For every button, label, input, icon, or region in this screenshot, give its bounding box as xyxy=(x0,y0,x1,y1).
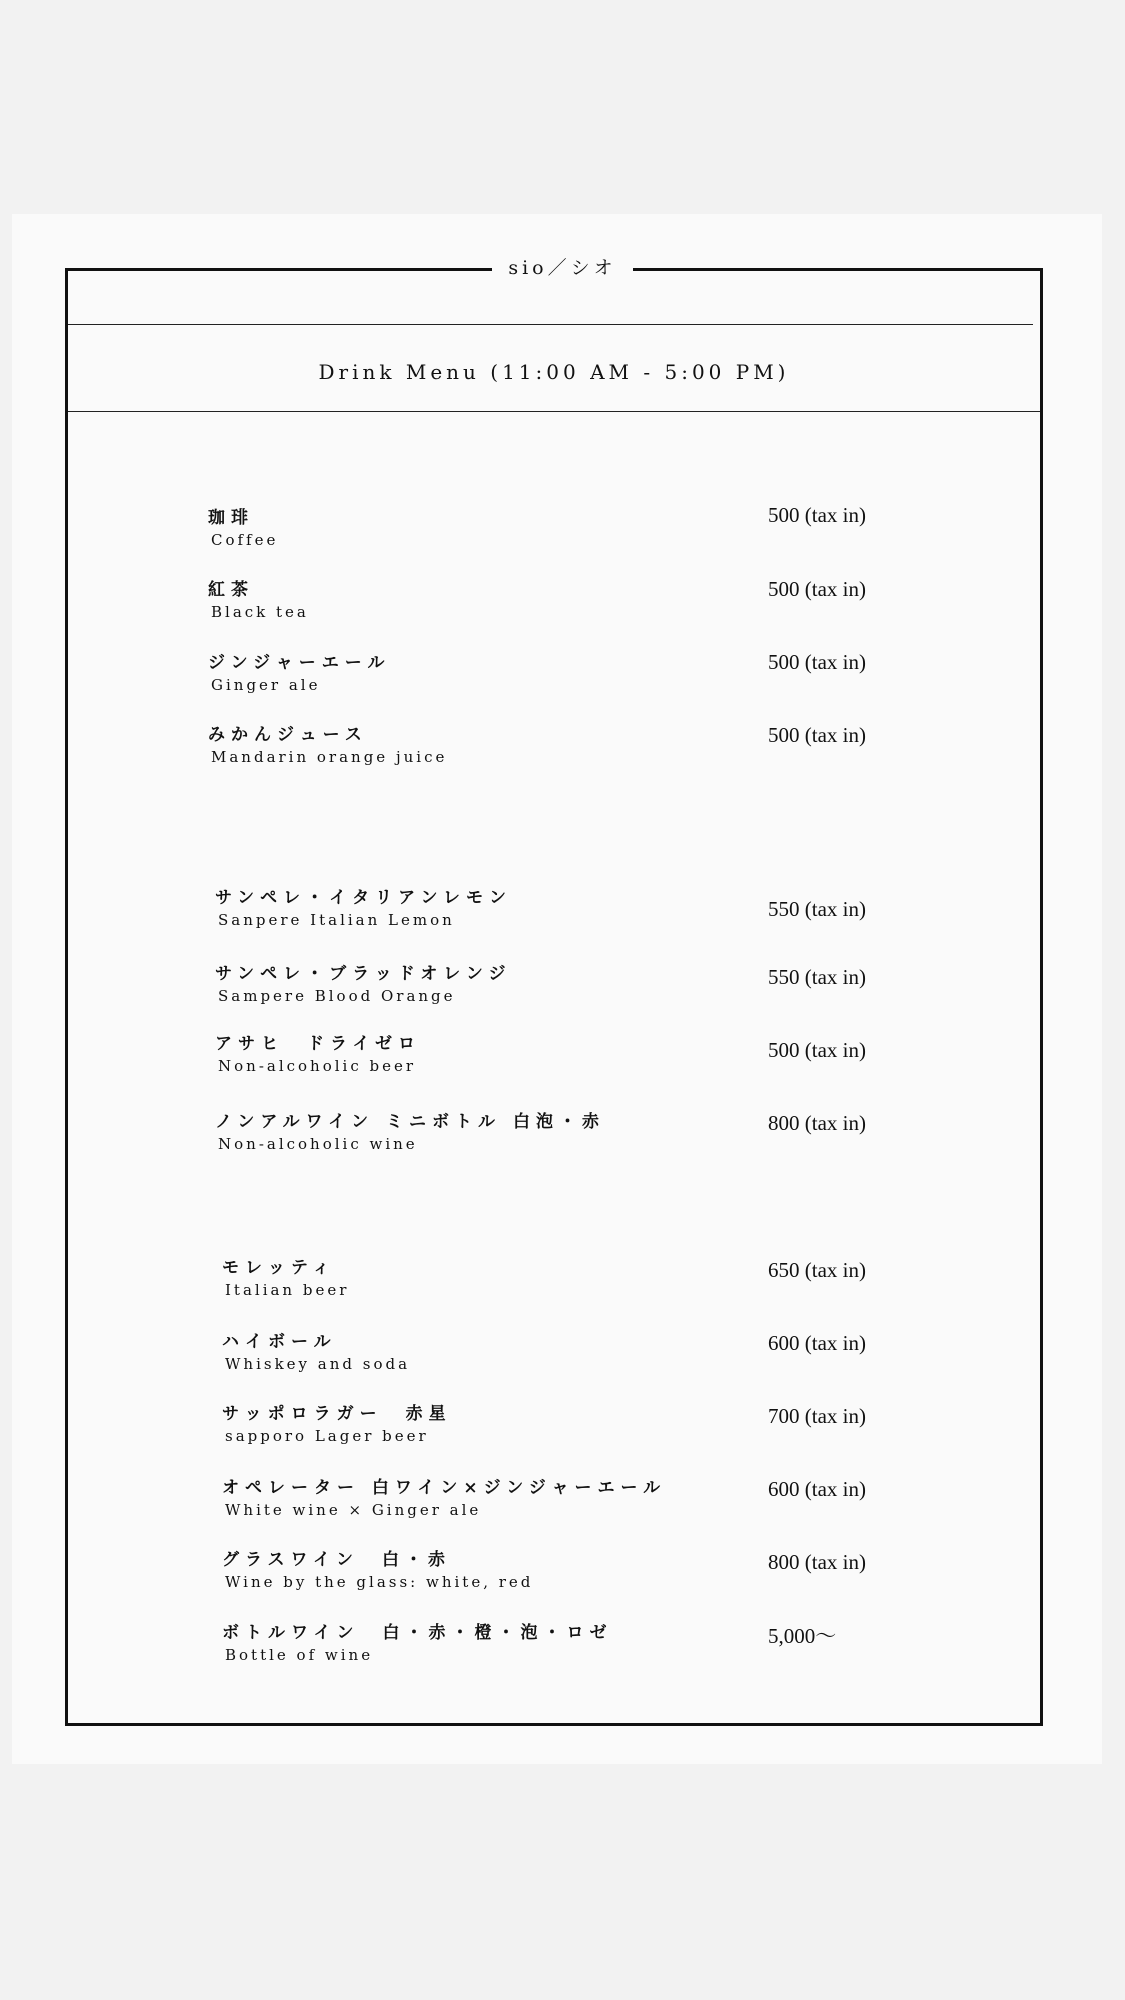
menu-title xyxy=(0,254,1125,282)
item-name-en: sapporo Lager beer xyxy=(225,1427,429,1445)
item-name-jp: グラスワイン 白・赤 xyxy=(222,1550,451,1570)
item-name-en: Ginger ale xyxy=(211,676,321,694)
item-name-jp: みかんジュース xyxy=(208,725,368,745)
item-name-jp: サッポロラガー 赤星 xyxy=(222,1404,452,1424)
item-name-en: Italian beer xyxy=(225,1281,350,1299)
item-price: 500 (tax in) xyxy=(768,503,866,527)
item-name-jp: ボトルワイン 白・赤・橙・泡・ロゼ xyxy=(222,1623,613,1643)
item-name-jp: ノンアルワイン ミニボトル 白泡・赤 xyxy=(215,1112,605,1132)
item-price: 600 (tax in) xyxy=(768,1477,866,1501)
menu-subtitle: Drink Menu (11:00 AM - 5:00 PM) xyxy=(318,360,790,384)
item-name-jp: サンペレ・イタリアンレモン xyxy=(215,888,513,908)
item-name-jp: オペレーター 白ワイン×ジンジャーエール xyxy=(222,1478,667,1498)
item-name-en: Wine by the glass: white, red xyxy=(225,1573,534,1591)
divider xyxy=(68,411,1040,412)
item-price: 550 (tax in) xyxy=(768,897,866,921)
item-price: 800 (tax in) xyxy=(768,1111,866,1135)
item-price: 5,000〜 xyxy=(768,1624,837,1648)
item-name-en: Bottle of wine xyxy=(225,1646,374,1664)
item-price: 500 (tax in) xyxy=(768,1038,866,1062)
item-name-en: Whiskey and soda xyxy=(225,1355,411,1373)
item-price: 650 (tax in) xyxy=(768,1258,866,1282)
item-price: 500 (tax in) xyxy=(768,650,866,674)
item-price: 500 (tax in) xyxy=(768,723,866,747)
item-name-en: Sampere Blood Orange xyxy=(218,987,456,1005)
item-name-jp: ジンジャーエール xyxy=(208,653,391,673)
item-name-en: Non-alcoholic wine xyxy=(218,1135,418,1153)
item-name-en: Coffee xyxy=(211,531,279,549)
item-name-en: Black tea xyxy=(211,603,309,621)
item-name-en: Sanpere Italian Lemon xyxy=(218,911,455,929)
item-price: 800 (tax in) xyxy=(768,1550,866,1574)
item-name-en: Mandarin orange juice xyxy=(211,748,448,766)
divider xyxy=(68,324,1033,325)
item-price: 550 (tax in) xyxy=(768,965,866,989)
item-price: 500 (tax in) xyxy=(768,577,866,601)
item-name-jp: 紅茶 xyxy=(208,580,254,600)
item-name-en: Non-alcoholic beer xyxy=(218,1057,417,1075)
item-price: 700 (tax in) xyxy=(768,1404,866,1428)
item-price: 600 (tax in) xyxy=(768,1331,866,1355)
item-name-jp: アサヒ ドライゼロ xyxy=(215,1034,421,1054)
item-name-jp: サンペレ・ブラッドオレンジ xyxy=(215,964,512,984)
item-name-jp: 珈琲 xyxy=(208,508,254,528)
menu-frame xyxy=(65,268,1043,1726)
item-name-jp: モレッティ xyxy=(222,1258,336,1278)
item-name-jp: ハイボール xyxy=(222,1332,337,1352)
item-name-en: White wine × Ginger ale xyxy=(225,1501,482,1519)
shop-name: sio／シオ xyxy=(492,254,632,282)
